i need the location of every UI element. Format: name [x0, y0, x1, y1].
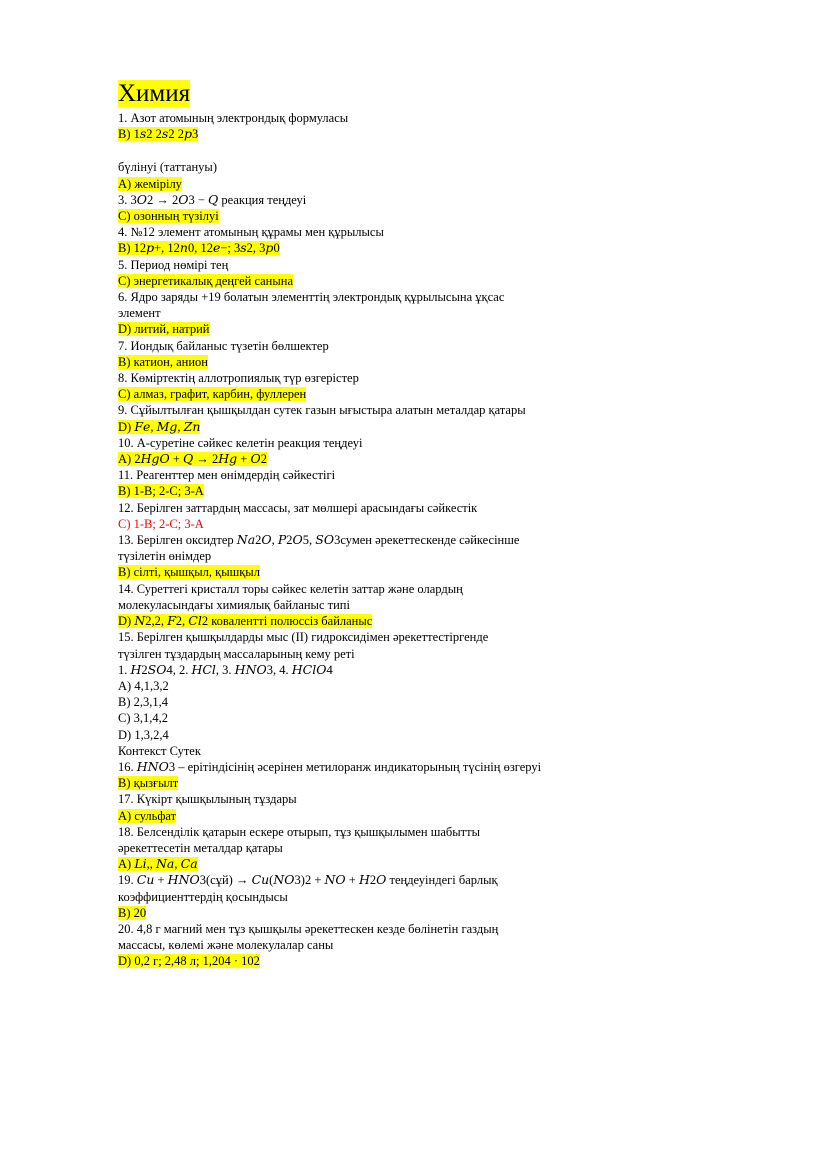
line-text: C) озонның түзілуі — [118, 209, 219, 224]
question-line — [118, 597, 618, 613]
line-text: D) 1,3,2,4 — [118, 727, 169, 742]
line-text: 16. 𝐻𝑁𝑂3 – ерітіндісінің әсерінен метилоранж индикаторының түсінің өзгеруі — [118, 759, 542, 774]
answer-line — [118, 419, 618, 435]
question-list — [118, 110, 618, 970]
question-line — [118, 110, 618, 126]
answer-line — [118, 856, 618, 872]
question-line — [118, 305, 618, 321]
line-text: B) сілті, қышқыл, қышқыл — [118, 565, 260, 580]
answer-line — [118, 354, 618, 370]
line-text: 3. 3𝑂2 → 2𝑂3 − 𝑄 реакция теңдеуі — [118, 192, 307, 207]
line-text: A) 𝐿𝑖,, 𝑁𝑎, 𝐶𝑎 — [118, 857, 198, 872]
line-text: 13. Берілген оксидтер 𝑁𝑎2𝑂, 𝑃2𝑂5, 𝑆𝑂3сумен әрекеттескенде сәйкесінше — [118, 533, 520, 548]
line-text: 10. А-суретіне сәйкес келетін реакция теңдеуі — [118, 435, 363, 450]
answer-line — [118, 273, 618, 289]
line-text: C) 1-B; 2-C; 3-A — [118, 516, 204, 531]
line-text: әрекеттесетін металдар қатары — [118, 840, 283, 855]
answer-line — [118, 905, 618, 921]
line-text: 15. Берілген қышқылдарды мыс (II) гидроксидімен әрекеттестіргенде — [118, 630, 489, 645]
line-text: 5. Период нөмірі тең — [118, 257, 229, 272]
question-line — [118, 937, 618, 953]
line-text: 1. Азот атомының электрондық формуласы — [118, 111, 349, 125]
question-line — [118, 743, 618, 759]
question-line — [118, 467, 618, 483]
question-line — [118, 662, 618, 678]
document-page — [118, 78, 618, 970]
line-text: 11. Реагенттер мен өнімдердің сәйкестігі — [118, 468, 336, 483]
answer-line — [118, 953, 618, 969]
answer-line — [118, 208, 618, 224]
blank-line — [118, 142, 618, 159]
line-text: A) жемірілу — [118, 176, 182, 191]
question-line — [118, 840, 618, 856]
question-line — [118, 824, 618, 840]
question-line — [118, 889, 618, 905]
question-line — [118, 257, 618, 273]
question-line — [118, 629, 618, 645]
question-line — [118, 791, 618, 807]
line-text: B) катион, анион — [118, 354, 208, 369]
line-text: D) 0,2 г; 2,48 л; 1,204 · 102 — [118, 954, 260, 969]
line-text: элемент — [118, 306, 161, 321]
line-text: A) 2𝐻𝑔𝑂 + 𝑄 → 2𝐻𝑔 + 𝑂2 — [118, 452, 267, 467]
line-text: C) 3,1,4,2 — [118, 711, 168, 726]
question-line — [118, 872, 618, 888]
answer-line — [118, 710, 618, 726]
line-text: 4. №12 элемент атомының құрамы мен құрылысы — [118, 225, 384, 240]
line-text: 18. Белсенділік қатарын ескере отырып, тұз қышқылымен шабытты — [118, 824, 480, 839]
line-text: C) алмаз, графит, карбин, фуллерен — [118, 387, 307, 402]
line-text: 6. Ядро заряды +19 болатын элементтің электрондық құрылысына ұқсас — [118, 290, 505, 305]
line-text: B) 2,3,1,4 — [118, 695, 168, 710]
question-line — [118, 581, 618, 597]
question-line — [118, 548, 618, 564]
line-text: массасы, көлемі және молекулалар саны — [118, 938, 334, 953]
line-text: B) 12𝑝+, 12𝑛0, 12𝑒−; 3𝑠2, 3𝑝0 — [118, 241, 280, 256]
line-text: молекуласындағы химиялық байланыс типі — [118, 597, 350, 612]
line-text: D) 𝐹𝑒, 𝑀𝑔, 𝑍𝑛 — [118, 419, 201, 434]
answer-line — [118, 483, 618, 499]
line-text: 8. Көміртектің аллотропиялық түр өзгерістер — [118, 371, 359, 386]
question-line — [118, 192, 618, 208]
answer-line — [118, 564, 618, 580]
line-text: B) 1𝑠2 2𝑠2 2𝑝3 — [118, 127, 199, 142]
question-line — [118, 500, 618, 516]
line-text: D) 𝑁2,2, 𝐹2, 𝐶𝑙2 ковалентті полюссіз байланыс — [118, 614, 373, 629]
question-line — [118, 921, 618, 937]
line-text: 20. 4,8 г магний мен тұз қышқылы әрекеттескен кезде бөлінетін газдың — [118, 921, 499, 936]
question-line — [118, 370, 618, 386]
line-text: B) 20 — [118, 905, 147, 920]
answer-line — [118, 516, 618, 532]
question-line — [118, 532, 618, 548]
question-line — [118, 338, 618, 354]
answer-line — [118, 727, 618, 743]
line-text: 7. Иондық байланыс түзетін бөлшектер — [118, 338, 329, 353]
answer-line — [118, 678, 618, 694]
question-line — [118, 646, 618, 662]
answer-line — [118, 321, 618, 337]
line-text: C) энергетикалық деңгей санына — [118, 273, 294, 288]
line-text: 17. Күкірт қышқылының тұздары — [118, 792, 297, 807]
line-text: 14. Суреттегі кристалл торы сәйкес келетін заттар және олардың — [118, 581, 463, 596]
answer-line — [118, 451, 618, 467]
line-text: түзілген тұздардың массаларының кему реті — [118, 646, 355, 661]
line-text: 12. Берілген заттардың массасы, зат мөлшері арасындағы сәйкестік — [118, 500, 478, 515]
line-text: түзілетін өнімдер — [118, 549, 212, 564]
line-text: 9. Сұйылтылған қышқылдан сутек газын ығыстыра алатын металдар қатары — [118, 403, 526, 418]
line-text: бүлінуі (таттануы) — [118, 160, 217, 175]
document-title-text: Химия — [118, 80, 191, 107]
line-text: B) 1-B; 2-C; 3-A — [118, 484, 204, 499]
question-line — [118, 435, 618, 451]
answer-line — [118, 386, 618, 402]
line-text: 1. 𝐻2𝑆𝑂4, 2. 𝐻𝐶𝑙, 3. 𝐻𝑁𝑂3, 4. 𝐻𝐶𝑙𝑂4 — [118, 662, 333, 677]
answer-line — [118, 240, 618, 256]
answer-line — [118, 775, 618, 791]
question-line — [118, 759, 618, 775]
line-text: D) литий, натрий — [118, 322, 210, 337]
answer-line — [118, 176, 618, 192]
line-text: 19. 𝐶𝑢 + 𝐻𝑁𝑂3(сұй) → 𝐶𝑢(𝑁𝑂3)2 + 𝑁𝑂 + 𝐻2𝑂 теңдеуіндегі барлық — [118, 873, 498, 888]
line-text: коэффициенттердің қосындысы — [118, 889, 288, 904]
question-line — [118, 289, 618, 305]
line-text: Контекст Сутек — [118, 743, 201, 758]
document-title — [118, 78, 618, 110]
line-text: A) сульфат — [118, 808, 177, 823]
line-text: A) 4,1,3,2 — [118, 678, 169, 693]
line-text: B) қызғылт — [118, 776, 179, 791]
question-line — [118, 159, 618, 175]
question-line — [118, 224, 618, 240]
answer-line — [118, 126, 618, 142]
answer-line — [118, 613, 618, 629]
answer-line — [118, 808, 618, 824]
answer-line — [118, 694, 618, 710]
question-line — [118, 402, 618, 418]
